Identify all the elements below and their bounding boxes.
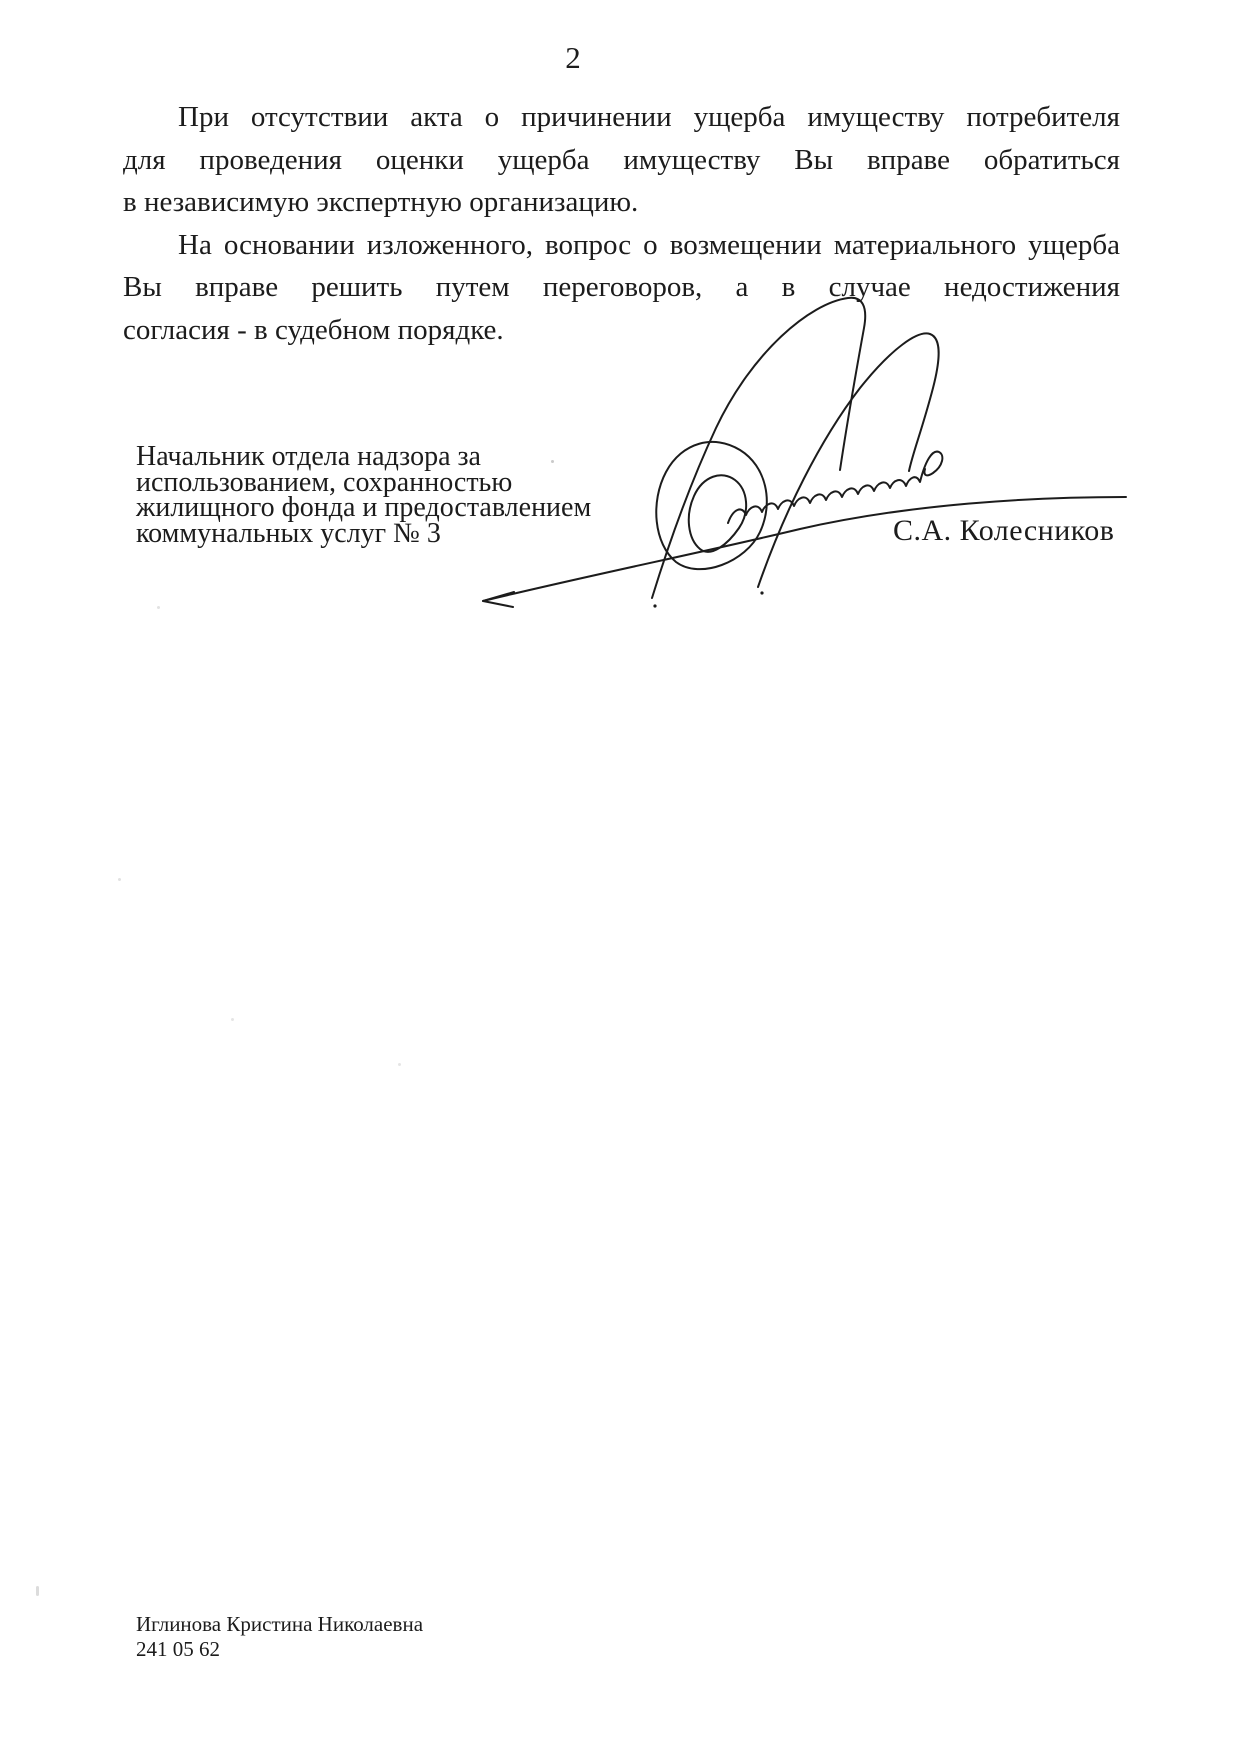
page-number: 2 — [565, 40, 581, 75]
scan-speck — [551, 460, 554, 463]
signer-position-line: использованием, сохранностью — [136, 466, 513, 498]
paragraph-line: согласия - в судебном порядке. — [123, 313, 504, 346]
signature-stroke-tall-loop-right — [758, 333, 939, 587]
scan-speck — [398, 1063, 401, 1066]
signature-stroke-sweep — [483, 497, 1126, 601]
executor-name: Иглинова Кристина Николаевна — [136, 1612, 424, 1636]
scan-speck — [157, 606, 160, 609]
paragraph-line: для проведения оценки ущерба имуществу Вы вправе обратиться — [123, 143, 1120, 176]
handwritten-signature — [440, 280, 1180, 620]
signature-stroke-oval-inner — [689, 475, 746, 552]
signer-position-line: коммунальных услуг № 3 — [136, 517, 441, 549]
signer-position-line: жилищного фонда и предоставлением — [136, 492, 592, 523]
signature-ink-dot — [653, 604, 656, 607]
executor-phone: 241 05 62 — [136, 1637, 220, 1661]
signer-name: С.А. Колесников — [893, 514, 1115, 547]
signature-stroke-sweep-start-hook — [483, 592, 514, 607]
paragraph-line: При отсутствии акта о причинении ущерба имуществу потребителя — [178, 101, 1120, 133]
paragraph-1 — [123, 96, 1120, 224]
paragraph-line: На основании изложенного, вопрос о возмещении материального ущерба — [178, 228, 1120, 261]
scan-speck — [118, 878, 121, 881]
executor-footer — [136, 1612, 556, 1662]
paragraph-line: в независимую экспертную организацию. — [123, 186, 639, 218]
scan-speck — [36, 1586, 39, 1596]
signature-ink-dot — [760, 591, 763, 594]
scan-speck — [231, 1018, 234, 1021]
signer-position-line: Начальник отдела надзора за — [136, 441, 481, 472]
paragraph-line: Вы вправе решить путем переговоров, а в случае недостижения — [123, 271, 1120, 303]
signature-stroke-tall-loop-left — [652, 298, 865, 598]
